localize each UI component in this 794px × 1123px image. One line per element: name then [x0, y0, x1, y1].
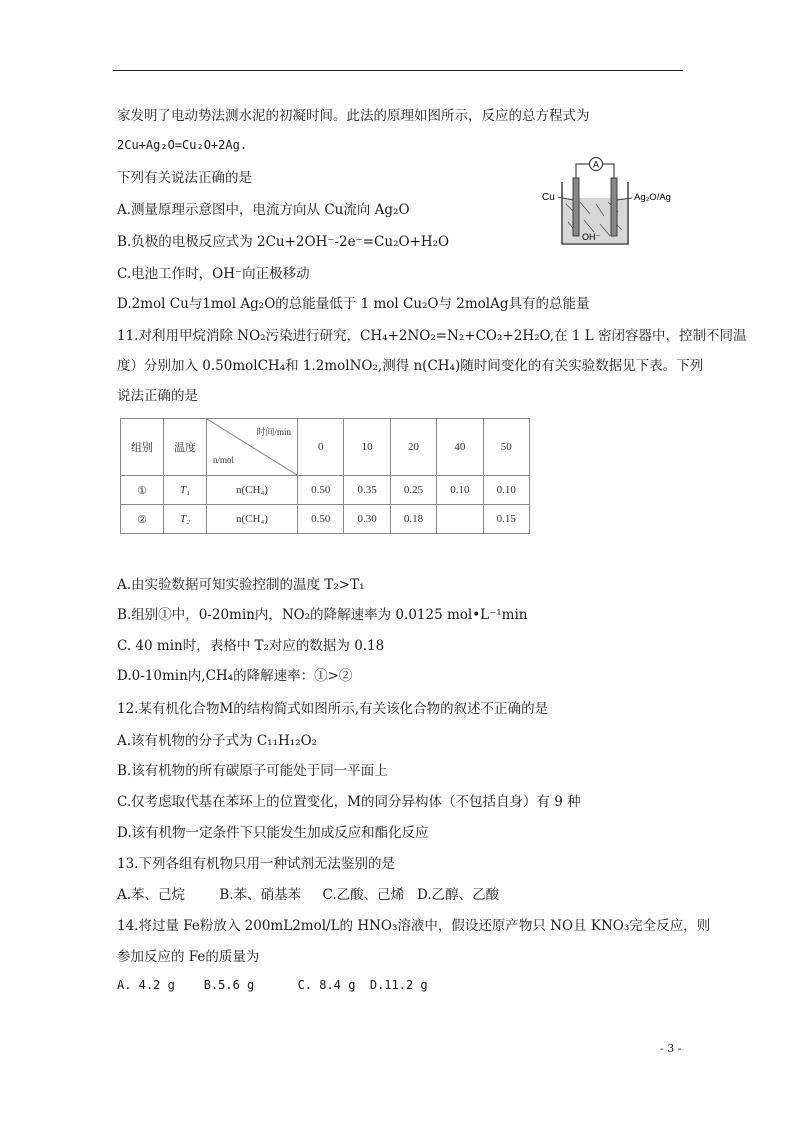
cell-diagram — [540, 152, 690, 252]
row1-group: ① — [121, 476, 164, 505]
row2-value — [437, 505, 483, 534]
q11-stem-line1: 11.对利用甲烷消除 NO₂污染进行研究，CH₄+2NO₂=N₂+CO₂+2H₂O,在 1 L 密闭容器中，控制不同温 — [117, 328, 747, 344]
page-number: - 3 - — [660, 1042, 682, 1055]
q11-stem-line2: 度）分别加入 0.50molCH₄和 1.2molNO₂,测得 n(CH₄)随时间变化的有关实验数据见下表。下列 — [117, 358, 704, 374]
q11-data-table — [120, 418, 530, 534]
q10-text-line1: 家发明了电动势法测水泥的初凝时间。此法的原理如图所示，反应的总方程式为 — [117, 108, 590, 124]
header-rule — [113, 70, 683, 71]
header-time-40: 40 — [437, 419, 483, 476]
q10-option-c: C.电池工作时，OH⁻向正极移动 — [117, 266, 310, 282]
svg-text:Cu: Cu — [542, 192, 555, 203]
q12-stem: 12.某有机化合物M的结构简式如图所示,有关该化合物的叙述不正确的是 — [117, 701, 549, 717]
q13-stem: 13.下列各组有机物只用一种试剂无法鉴别的是 — [117, 856, 395, 872]
row1-value: 0.25 — [390, 476, 436, 505]
table-row — [121, 476, 530, 505]
svg-text:Ag₂O/Ag: Ag₂O/Ag — [634, 192, 671, 203]
row2-value: 0.18 — [390, 505, 436, 534]
svg-text:OH⁻: OH⁻ — [582, 232, 601, 242]
table-row — [121, 505, 530, 534]
header-amount-label: n/mol — [213, 455, 235, 465]
row2-value: 0.15 — [483, 505, 529, 534]
header-time-10: 10 — [344, 419, 390, 476]
q10-equation: 2Cu+Ag₂O=Cu₂O+2Ag. — [117, 138, 248, 152]
header-time-50: 50 — [483, 419, 529, 476]
header-time-0: 0 — [298, 419, 344, 476]
q10-option-a: A.测量原理示意图中，电流方向从 Cu流向 Ag₂O — [117, 202, 410, 218]
q10-option-d: D.2mol Cu与1mol Ag₂O的总能量低于 1 mol Cu₂O与 2molAg具有的总能量 — [117, 296, 590, 312]
row1-value: 0.10 — [483, 476, 529, 505]
row1-temp: T₁ — [164, 476, 207, 505]
q13-options: A.苯、己烷 B.苯、硝基苯 C.乙酸、己烯 D.乙醇、乙酸 — [117, 887, 500, 903]
q12-option-d: D.该有机物一定条件下只能发生加成反应和酯化反应 — [117, 825, 429, 841]
q11-option-d: D.0-10min内,CH₄的降解速率：①>② — [117, 668, 353, 684]
q14-stem-line1: 14.将过量 Fe粉放入 200mL2mol/L的 HNO₃溶液中，假设还原产物只 NO且 KNO₃完全反应，则 — [117, 918, 711, 934]
row1-value: 0.10 — [437, 476, 483, 505]
q11-option-b: B.组别①中，0-20min内，NO₂的降解速率为 0.0125 mol•L⁻¹min — [117, 607, 528, 623]
row2-value: 0.50 — [298, 505, 344, 534]
q14-stem-line2: 参加反应的 Fe的质量为 — [117, 949, 260, 965]
q10-option-b: B.负极的电极反应式为 2Cu+2OH⁻-2e⁻=Cu₂O+H₂O — [117, 234, 450, 250]
q11-option-a: A.由实验数据可知实验控制的温度 T₂>T₁ — [117, 577, 365, 593]
row1-value: 0.35 — [344, 476, 390, 505]
header-group: 组别 — [121, 419, 164, 476]
svg-text:A: A — [592, 159, 600, 170]
q12-option-c: C.仅考虑取代基在苯环上的位置变化，M的同分异构体（不包括自身）有 9 种 — [117, 794, 581, 810]
q10-prompt: 下列有关说法正确的是 — [117, 170, 252, 186]
table-header-row — [121, 419, 530, 476]
q14-options: A. 4.2 g B.5.6 g C. 8.4 g D.11.2 g — [117, 978, 428, 992]
q11-stem-line3: 说法正确的是 — [117, 388, 198, 404]
q12-option-b: B.该有机物的所有碳原子可能处于同一平面上 — [117, 763, 388, 779]
row2-group: ② — [121, 505, 164, 534]
row1-value: 0.50 — [298, 476, 344, 505]
row2-value: 0.30 — [344, 505, 390, 534]
row1-quantity: n(CH₄) — [207, 476, 298, 505]
header-diagonal — [207, 419, 298, 476]
header-time-20: 20 — [390, 419, 436, 476]
row2-quantity: n(CH₄) — [207, 505, 298, 534]
row2-temp: T₂ — [164, 505, 207, 534]
header-time-label: 时间/min — [256, 427, 291, 437]
q12-option-a: A.该有机物的分子式为 C₁₁H₁₂O₂ — [117, 733, 318, 749]
header-temperature: 温度 — [164, 419, 207, 476]
q11-option-c: C. 40 min时，表格中 T₂对应的数据为 0.18 — [117, 638, 385, 654]
